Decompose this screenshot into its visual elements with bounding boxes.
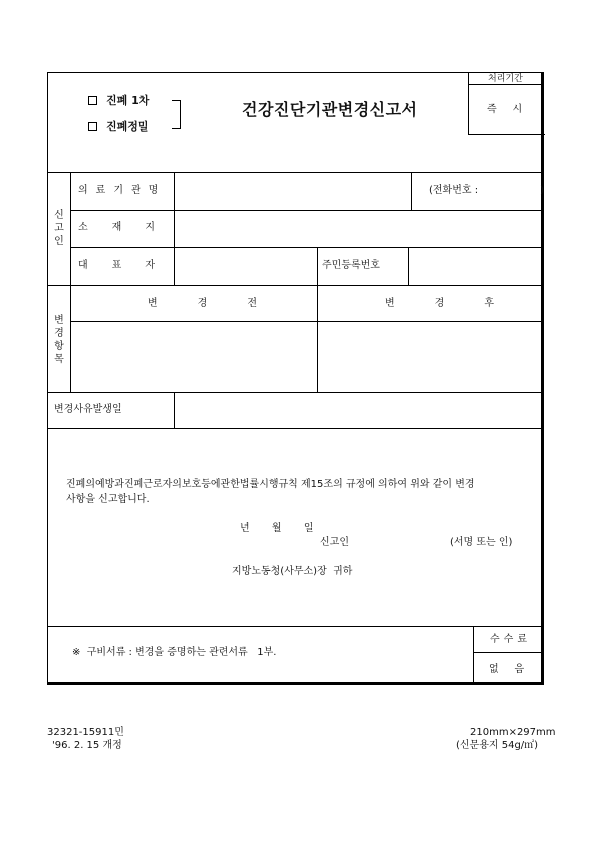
resident-input[interactable] (410, 249, 542, 283)
phone-close: ) (540, 185, 544, 196)
paper-type: (신문용지 54g/㎡) (456, 740, 539, 751)
declaration-date: 년 월 일 (240, 523, 314, 534)
declaration-signature: (서명 또는 인) (450, 537, 513, 548)
option1-label: 진폐 1차 (106, 94, 150, 107)
resident-label: 주민등록번호 (322, 260, 380, 271)
representative-input[interactable] (176, 249, 315, 283)
institution-label: 의료기관명 (78, 185, 167, 196)
form-title: 건강진단기관변경신고서 (242, 100, 418, 119)
changes-section-label: 변경항목 (54, 315, 64, 365)
declaration-reporter: 신고인 (320, 537, 349, 548)
divider-header (47, 172, 544, 173)
option1-checkbox[interactable] (88, 96, 97, 105)
declaration-addressee: 지방노동청(사무소)장 귀하 (232, 566, 353, 577)
revision-date: '96. 2. 15 개정 (52, 740, 122, 751)
col-change-mid (317, 285, 318, 392)
divider-declaration (47, 626, 544, 627)
divider-row2 (70, 247, 544, 248)
col-resident-value (408, 247, 409, 285)
fee-divider (473, 652, 544, 653)
phone-label: (전화번호 : (429, 185, 479, 196)
option2-label: 진폐정밀 (106, 120, 149, 133)
divider-row1 (70, 210, 544, 211)
col-phone (411, 172, 412, 210)
after-label: 변경후 (385, 298, 534, 309)
location-input[interactable] (176, 212, 542, 245)
fee-label: 수수료 (490, 634, 531, 645)
divider-date (47, 428, 544, 429)
change-date-label: 변경사유발생일 (54, 404, 122, 415)
after-input[interactable] (319, 323, 542, 390)
declaration-line1: 진폐의예방과진폐근로자의보호등에관한법률시행규칙 제15조의 규정에 의하여 위와 같이 변경 (66, 479, 475, 490)
fee-value: 없 음 (489, 664, 525, 675)
reporter-section-label: 신고인 (54, 210, 64, 247)
processing-divider (468, 84, 544, 85)
divider-changes (47, 392, 544, 393)
processing-value: 즉 시 (487, 104, 523, 115)
divider-reporter (47, 285, 544, 286)
paper-size: 210mm×297mm (470, 727, 556, 738)
processing-label: 처리기간 (488, 74, 523, 84)
institution-input[interactable] (176, 174, 409, 208)
before-label: 변경전 (148, 298, 297, 309)
col-resident-label (317, 247, 318, 285)
change-date-input[interactable] (176, 394, 542, 426)
representative-label: 대표자 (78, 260, 179, 271)
form-number: 32321-15911민 (47, 727, 124, 738)
divider-change-head (70, 321, 544, 322)
before-input[interactable] (72, 323, 315, 390)
required-documents: ※ 구비서류 : 변경을 증명하는 관련서류 1부. (72, 647, 277, 658)
option-bracket (172, 100, 181, 129)
location-label: 소재지 (78, 222, 179, 233)
option2-checkbox[interactable] (88, 122, 97, 131)
col-section (70, 172, 71, 392)
col-date (174, 392, 175, 428)
declaration-line2: 사항을 신고합니다. (66, 494, 150, 505)
